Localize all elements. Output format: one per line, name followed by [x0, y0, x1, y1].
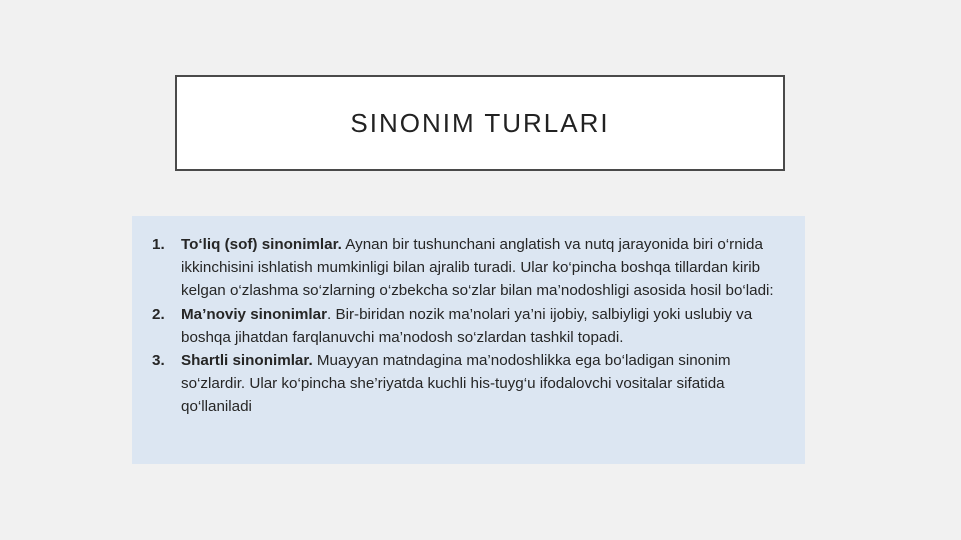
- content-box: [132, 216, 805, 464]
- list-item: [152, 303, 781, 349]
- synonym-types-list: [152, 233, 781, 419]
- item-term: Ma’noviy sinonimlar: [181, 305, 328, 323]
- item-number: 2.: [152, 305, 165, 323]
- list-item: [152, 349, 781, 419]
- item-body: [181, 233, 781, 303]
- item-term: Shartli sinonimlar.: [181, 352, 313, 370]
- item-text: Muayyan matndagina ma’nodoshlikka ega bo‘ladigan sinonim so‘zlardir. Ular ko‘pincha she’riyatda kuchli his-tuyg‘u ifodalovchi vositalar sifatida qo‘llaniladi: [181, 352, 731, 416]
- item-number: 1.: [152, 236, 165, 253]
- item-text: Aynan bir tushunchani anglatish va nutq jarayonida biri o‘rnida ikkinchisini ishlatish mumkinligi bilan ajralib turadi. Ular ko‘pincha boshqa tillardan kirib kelgan o‘zlashma so‘zlarning o‘zbekcha so‘zlar bilan ma’nodoshligi asosida hosil bo‘ladi:: [181, 236, 774, 300]
- list-item: [152, 233, 781, 303]
- item-term: To‘liq (sof) sinonimlar.: [181, 236, 342, 253]
- item-number: 3.: [152, 352, 165, 370]
- item-body: [181, 303, 781, 349]
- item-text: . Bir-biridan nozik ma’nolari ya’ni ijobiy, salbiyligi yoki uslubiy va boshqa jihatdan farqlanuvchi ma’nodosh so‘zlardan tashkil topadi.: [181, 305, 753, 346]
- item-body: [181, 349, 781, 419]
- slide-title: SINONIM TURLARI: [350, 107, 610, 138]
- title-box: [175, 75, 785, 171]
